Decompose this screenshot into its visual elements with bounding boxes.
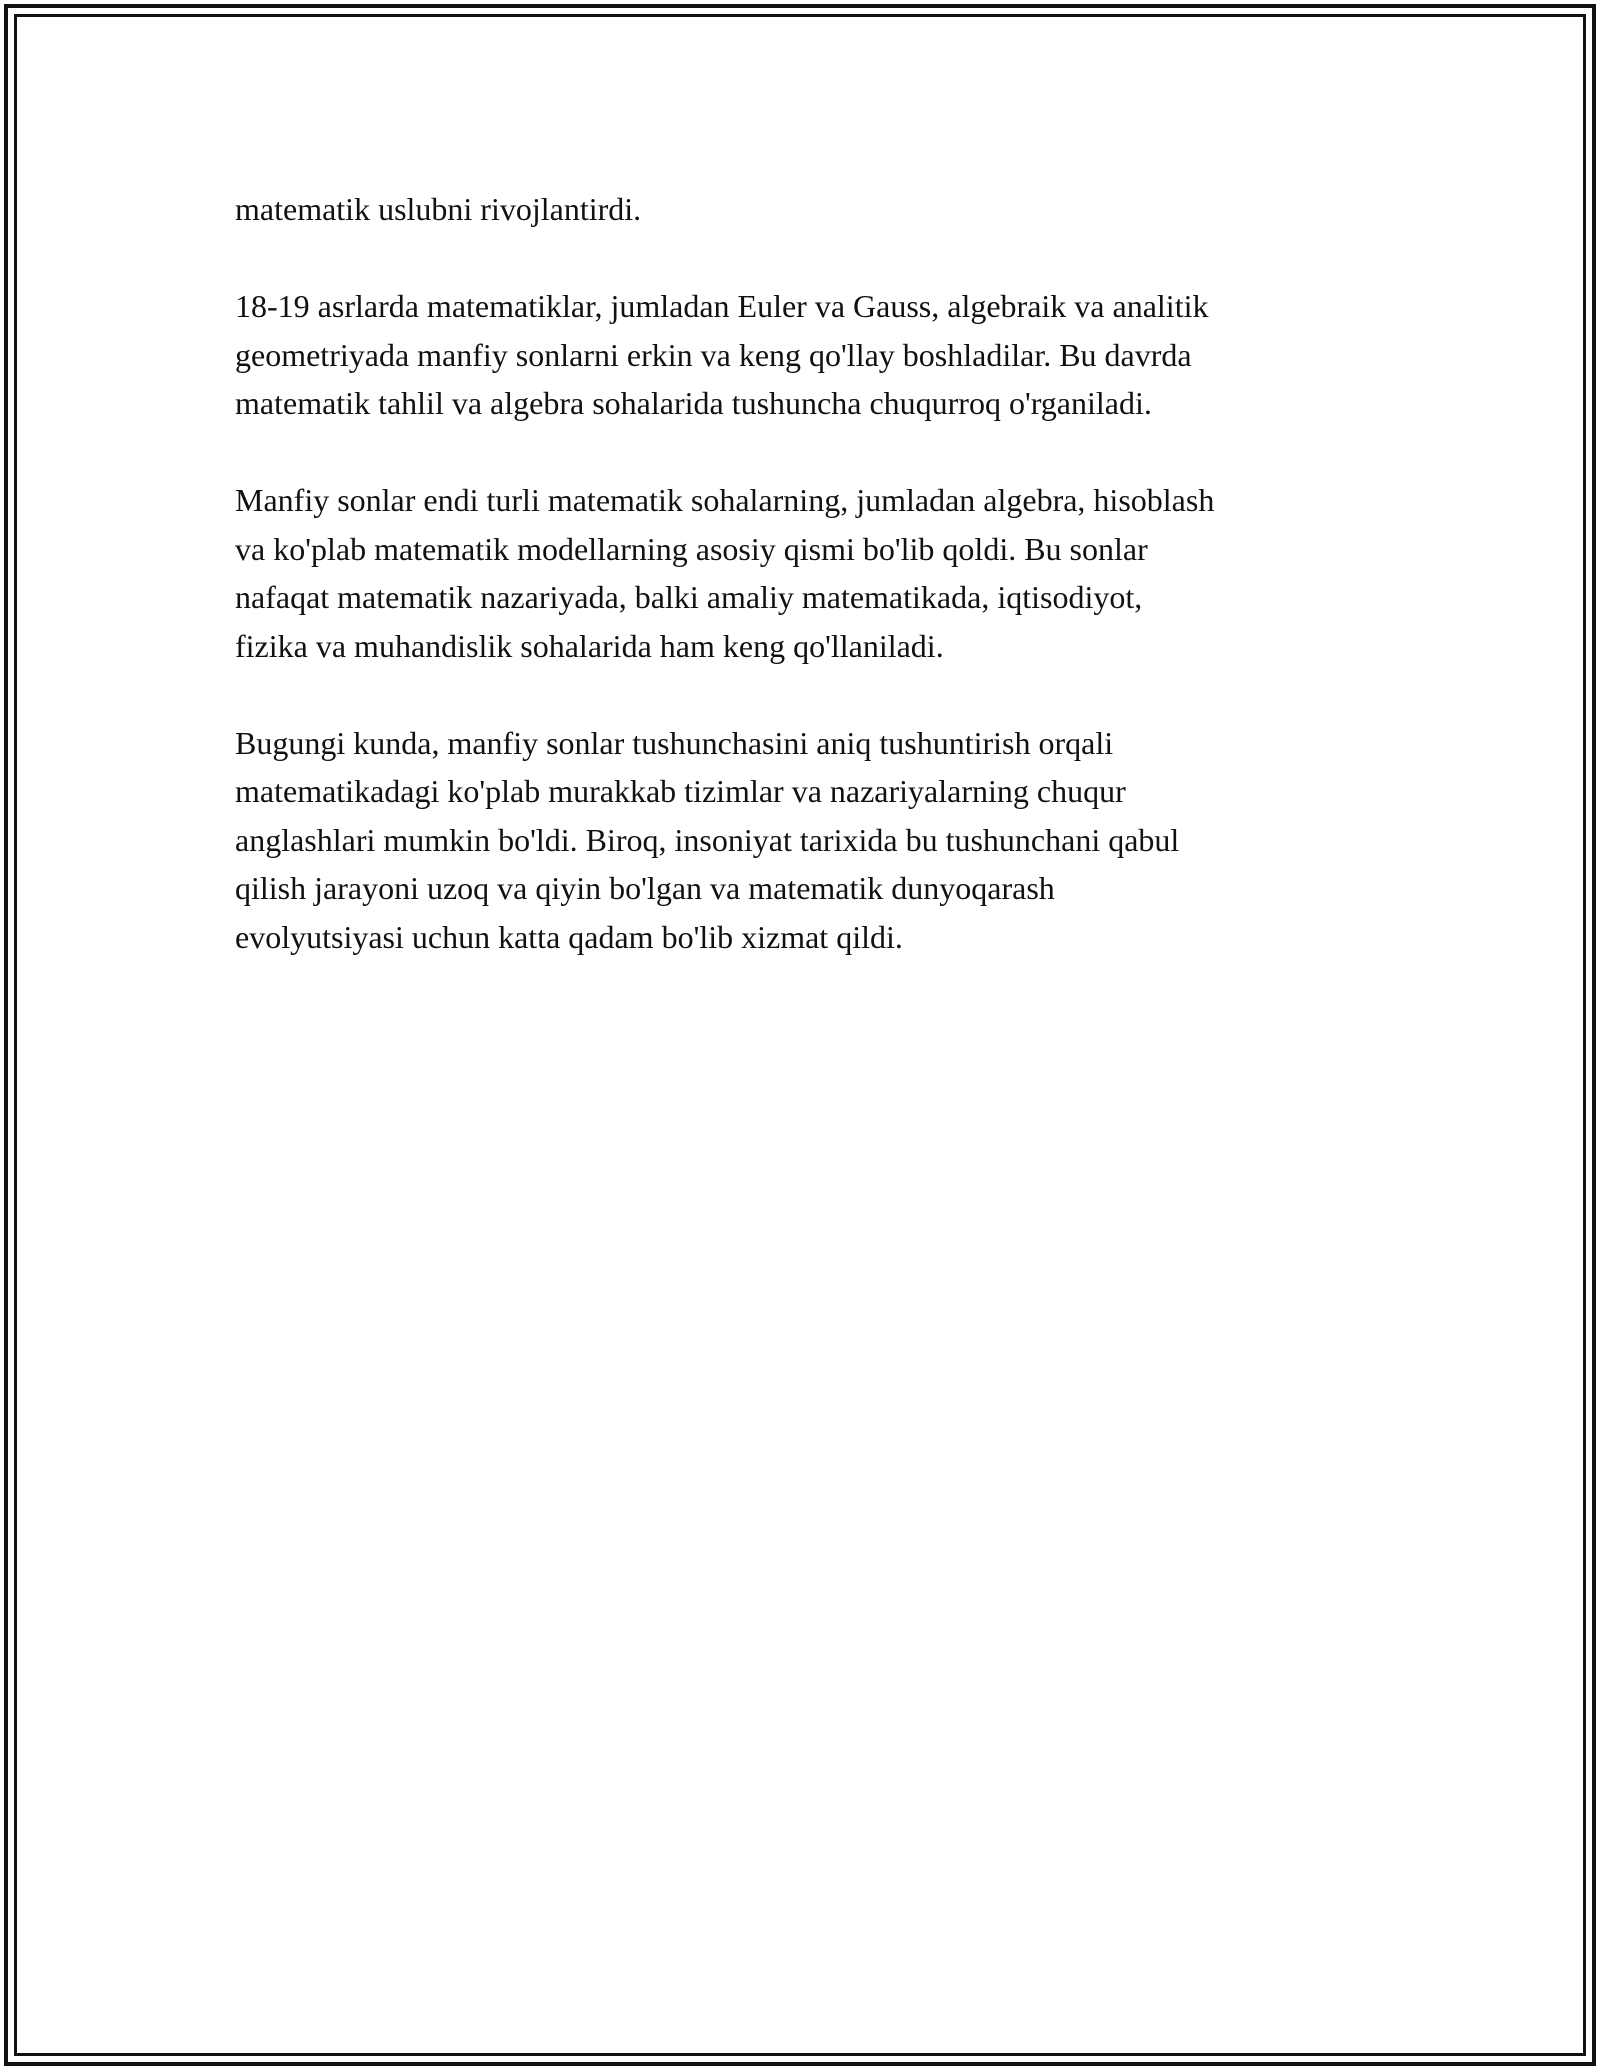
paragraph-1 — [235, 185, 1395, 234]
document-body — [235, 185, 1395, 1010]
paragraph-4 — [235, 719, 1395, 962]
paragraph-line: matematik uslubni rivojlantirdi. — [235, 191, 642, 227]
paragraph-line: 18-19 asrlarda matematiklar, jumladan Euler va Gauss, algebraik va analitik — [235, 288, 1209, 324]
paragraph-line: evolyutsiyasi uchun katta qadam bo'lib xizmat qildi. — [235, 918, 903, 955]
paragraph-line: nafaqat matematik nazariyada, balki amaliy matematikada, iqtisodiyot, — [235, 579, 1143, 615]
paragraph-line: fizika va muhandislik sohalarida ham keng qo'llaniladi. — [235, 627, 944, 664]
paragraph-line: qilish jarayoni uzoq va qiyin bo'lgan va matematik dunyoqarash — [235, 870, 1055, 906]
paragraph-line: Manfiy sonlar endi turli matematik sohalarning, jumladan algebra, hisoblash — [235, 482, 1215, 518]
paragraph-line: matematikadagi ko'plab murakkab tizimlar va nazariyalarning chuqur — [235, 773, 1126, 809]
paragraph-line: va ko'plab matematik modellarning asosiy qismi bo'lib qoldi. Bu sonlar — [235, 530, 1148, 567]
paragraph-3 — [235, 476, 1395, 670]
paragraph-line: Bugungi kunda, manfiy sonlar tushunchasini aniq tushuntirish orqali — [235, 724, 1114, 761]
paragraph-line: anglashlari mumkin bo'ldi. Biroq, insoniyat tarixida bu tushunchani qabul — [235, 821, 1180, 858]
paragraph-line: matematik tahlil va algebra sohalarida tushuncha chuqurroq o'rganiladi. — [235, 385, 1152, 421]
paragraph-2 — [235, 282, 1395, 428]
paragraph-line: geometriyada manfiy sonlarni erkin va keng qo'llay boshladilar. Bu davrda — [235, 336, 1192, 373]
